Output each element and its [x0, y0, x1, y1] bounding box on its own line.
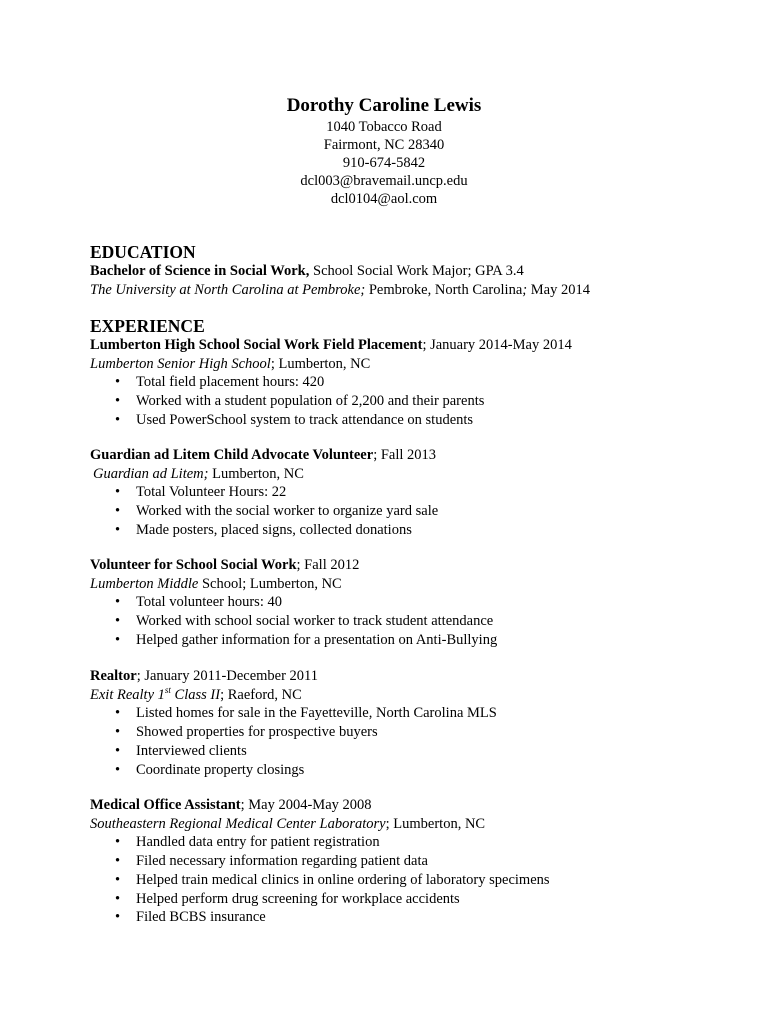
job-role: Volunteer for School Social Work: [90, 557, 297, 573]
address-line-2: Fairmont, NC 28340: [323, 137, 445, 153]
job-org: Lumberton Middle: [90, 575, 199, 592]
duty-item: • Made posters, placed signs, collected donations: [90, 521, 730, 540]
duty-item: • Worked with a student population of 2,200 and their parents: [90, 392, 730, 411]
school-location: Pembroke, North Carolina: [365, 281, 523, 298]
duty-item: • Filed necessary information regarding patient data: [90, 852, 730, 871]
degree-name: Bachelor of Science in Social Work,: [90, 263, 310, 279]
duty-item: • Worked with school social worker to track student attendance: [90, 612, 730, 631]
duty-item: • Total Volunteer Hours: 22: [90, 483, 730, 502]
job-title-line: [90, 446, 730, 465]
job-org: Guardian ad Litem;: [93, 465, 209, 482]
job-org-line: [90, 815, 730, 834]
job-role: Lumberton High School Social Work Field Placement: [90, 337, 423, 353]
job-org-line: [90, 355, 730, 374]
experience-heading: EXPERIENCE: [90, 316, 205, 336]
job-entry: [90, 667, 730, 779]
job-entry: [90, 796, 730, 927]
job-date: ; January 2011-December 2011: [136, 668, 319, 684]
job-role: Guardian ad Litem Child Advocate Volunteer: [90, 447, 374, 463]
degree-line: [90, 262, 730, 281]
job-entry: [90, 446, 730, 540]
job-location: School; Lumberton, NC: [198, 575, 342, 592]
duty-item: • Showed properties for prospective buyers: [90, 723, 730, 742]
job-org: Southeastern Regional Medical Center Laboratory: [90, 815, 386, 832]
job-org-suffix: Class II: [170, 686, 221, 703]
duty-item: • Helped train medical clinics in online ordering of laboratory specimens: [90, 871, 730, 890]
job-duties: [90, 483, 730, 539]
duty-item: • Interviewed clients: [90, 742, 730, 761]
duty-item: • Used PowerSchool system to track attendance on students: [90, 411, 730, 430]
job-date: ; Fall 2012: [296, 557, 360, 573]
job-title-line: [90, 336, 730, 355]
resume-header: [0, 94, 768, 208]
job-location: ; Lumberton, NC: [270, 355, 371, 372]
duty-item: • Listed homes for sale in the Fayetteville, North Carolina MLS: [90, 704, 730, 723]
duty-item: • Handled data entry for patient registration: [90, 833, 730, 852]
job-org-line: [90, 575, 730, 594]
job-location: ; Lumberton, NC: [385, 815, 486, 832]
school-separator: ;: [522, 281, 528, 298]
job-date: ; Fall 2013: [373, 447, 437, 463]
duty-item: • Total field placement hours: 420: [90, 373, 730, 392]
job-title-line: [90, 796, 730, 815]
job-role: Realtor: [90, 668, 137, 684]
ordinal-suffix: st: [164, 684, 171, 695]
job-entry: [90, 336, 730, 430]
job-org-line: [90, 465, 730, 484]
email-secondary: dcl0104@aol.com: [330, 191, 438, 207]
job-duties: [90, 373, 730, 429]
duty-item: • Worked with the social worker to organize yard sale: [90, 502, 730, 521]
job-org-line: [90, 686, 730, 705]
duty-item: • Helped gather information for a presentation on Anti-Bullying: [90, 631, 730, 650]
applicant-name: Dorothy Caroline Lewis: [286, 95, 482, 116]
school-line: [90, 281, 730, 300]
duty-item: • Helped perform drug screening for workplace accidents: [90, 890, 730, 909]
job-location: ; Raeford, NC: [220, 686, 302, 703]
job-location: Lumberton, NC: [208, 465, 304, 482]
education-heading: EDUCATION: [90, 242, 196, 262]
school-name: The University at North Carolina at Pembroke;: [90, 281, 366, 298]
job-date: ; May 2004-May 2008: [240, 797, 372, 813]
contact-info: [0, 118, 768, 208]
job-org: Exit Realty 1: [90, 686, 165, 703]
duty-item: • Total volunteer hours: 40: [90, 593, 730, 612]
school-date: May 2014: [527, 281, 590, 298]
degree-detail: School Social Work Major; GPA 3.4: [309, 263, 524, 279]
duty-item: • Coordinate property closings: [90, 761, 730, 780]
job-entry: [90, 556, 730, 650]
address-line-1: 1040 Tobacco Road: [326, 119, 442, 135]
job-date: ; January 2014-May 2014: [422, 337, 572, 353]
job-duties: [90, 593, 730, 649]
phone-number: 910-674-5842: [342, 155, 426, 171]
education-entry: [90, 262, 730, 299]
job-role: Medical Office Assistant: [90, 797, 241, 813]
job-org: Lumberton Senior High School: [90, 355, 271, 372]
job-title-line: [90, 556, 730, 575]
email-primary: dcl003@bravemail.uncp.edu: [300, 173, 468, 189]
duty-item: • Filed BCBS insurance: [90, 908, 730, 927]
job-duties: [90, 704, 730, 779]
job-title-line: [90, 667, 730, 686]
job-duties: [90, 833, 730, 927]
